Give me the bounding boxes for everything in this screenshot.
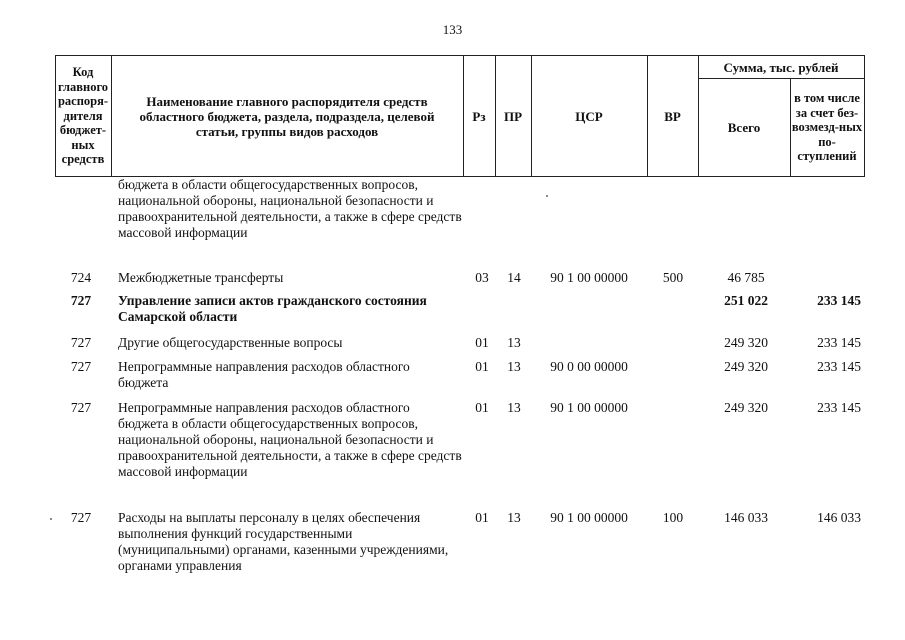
cell-free: 233 145 [817,335,861,350]
cell-rz: 01 [475,400,489,415]
header-vr: ВР [664,108,681,124]
header-name: Наименование главного распорядителя средств областного бюджета, раздела, подраздела, целевой статьи, группы видов расходов [139,93,435,139]
header-pr: ПР [503,108,523,124]
cell-vr: 100 [662,510,684,525]
scan-speck [546,195,548,197]
cell-name: Непрограммные направления расходов областного бюджета в области общегосударственных вопросов, национальной обороны, национальной безопасности и правоохранительной деятельности, а также в сфере средств массовой информации [118,400,462,479]
header-total: Всего [727,120,761,135]
cell-name: Другие общегосударственные вопросы [118,335,343,350]
cell-name: Расходы на выплаты персоналу в целях обеспечения выполнения функций государственными (муниципальными) органами, казенными учреждениями, органами управления [118,510,449,573]
cell-code: 727 [70,510,92,525]
cell-free: 233 145 [817,400,861,415]
cell-rz: 01 [475,510,489,525]
cell-code: 727 [70,335,92,350]
page-number: 133 [442,22,463,37]
cell-rz: 03 [475,270,489,285]
cell-pr: 13 [507,510,521,525]
budget-table [55,55,865,573]
header-sum-group: Сумма, тыс. рублей [723,59,839,75]
cell-code: 724 [70,270,92,285]
cell-pr: 13 [507,400,521,415]
cell-free: 233 145 [817,359,861,374]
cell-total: 249 320 [724,359,768,374]
cell-code: 727 [70,359,92,374]
header-rz: Рз [472,108,486,124]
cell-csr: 90 1 00 00000 [550,270,628,285]
cell-total: 46 785 [727,270,765,285]
header-free: в том числе за счет без-возмезд-ных по-ступлений [791,91,863,164]
cell-total: 249 320 [724,400,768,415]
cell-rz: 01 [475,359,489,374]
cell-code: 727 [70,400,92,415]
cell-pr: 13 [507,359,521,374]
cell-csr: 90 0 00 00000 [550,359,628,374]
header-code: Код главного распоря-дителя бюджет-ных средств [57,65,109,167]
cell-name: бюджета в области общегосударственных вопросов, национальной обороны, национальной безопасности и правоохранительной деятельности, а также в сфере средств массовой информации [118,177,462,240]
cell-vr: 500 [662,270,684,285]
cell-name: Непрограммные направления расходов областного бюджета [118,359,410,390]
cell-pr: 14 [507,270,521,285]
cell-total: 249 320 [724,335,768,350]
header-csr: ЦСР [575,108,603,124]
cell-total: 146 033 [724,510,768,525]
cell-total: 251 022 [724,293,768,308]
cell-pr: 13 [507,335,521,350]
cell-csr: 90 1 00 00000 [550,510,628,525]
cell-free: 233 145 [817,293,861,308]
cell-free: 146 033 [817,510,861,525]
cell-name: Управление записи актов гражданского состояния Самарской области [118,293,427,324]
table-header [55,55,865,177]
cell-name: Межбюджетные трансферты [118,270,284,285]
scan-speck [50,518,52,520]
cell-rz: 01 [475,335,489,350]
cell-code: 727 [70,293,92,308]
cell-csr: 90 1 00 00000 [550,400,628,415]
